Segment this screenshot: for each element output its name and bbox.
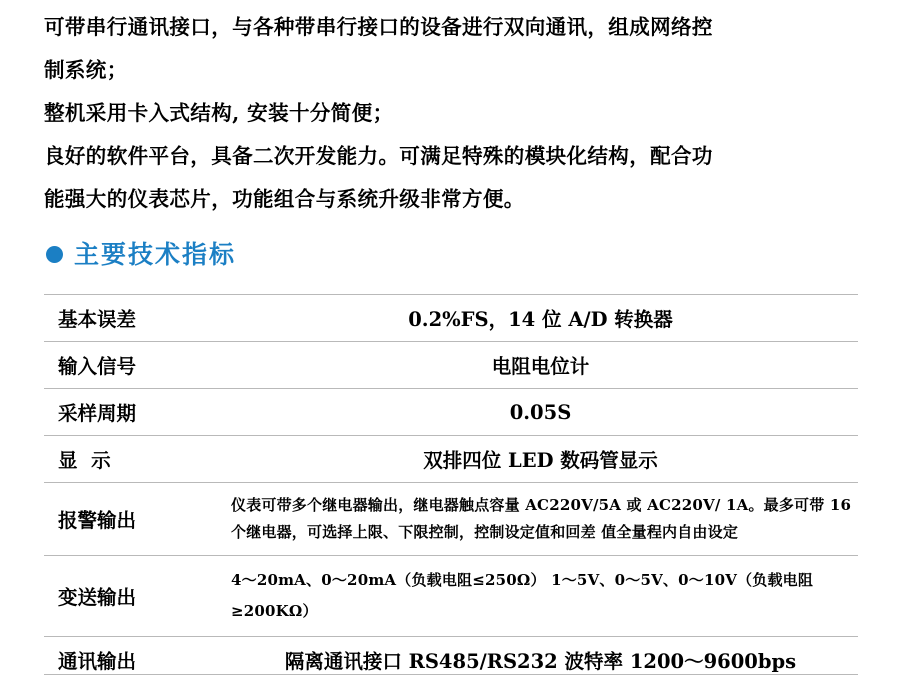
table-row	[44, 389, 858, 436]
spec-value: 4～20mA、0～20mA（负载电阻≤250Ω） 1～5V、0～5V、0～10V（负载电阻≥200KΩ）	[231, 571, 814, 620]
spec-label: 输入信号	[58, 355, 137, 378]
table-row	[44, 436, 858, 483]
spec-value: 隔离通讯接口 RS485/RS232 波特率 1200～9600bps	[284, 650, 797, 673]
spec-value: 0.2%FS，14 位 A/D 转换器	[408, 308, 673, 331]
intro-line-1: 可带串行通讯接口，与各种带串行接口的设备进行双向通讯，组成网络控	[44, 15, 713, 39]
spec-value: 0.05S	[509, 400, 572, 424]
spec-value: 双排四位 LED 数码管显示	[423, 449, 658, 472]
bullet-dot-icon	[46, 246, 63, 263]
intro-line-3: 整机采用卡入式结构, 安装十分简便；	[44, 101, 394, 125]
intro-line-5: 能强大的仪表芯片，功能组合与系统升级非常方便。	[44, 187, 525, 211]
section-title: 主要技术指标	[74, 240, 237, 269]
spec-value: 仪表可带多个继电器输出，继电器触点容量 AC220V/5A 或 AC220V/ 1A。最多可带 16 个继电器，可选择上限、下限控制，控制设定值和回差 值全量程内自由设定	[231, 496, 852, 541]
spec-table-wrapper	[44, 294, 858, 675]
table-row	[44, 483, 858, 556]
spec-label: 采样周期	[58, 402, 137, 425]
intro-paragraphs	[44, 0, 858, 221]
table-row	[44, 342, 858, 389]
intro-line-4: 良好的软件平台，具备二次开发能力。可满足特殊的模块化结构，配合功	[44, 144, 713, 168]
spec-table	[44, 294, 858, 675]
spec-label: 显 示	[58, 449, 111, 472]
spec-label: 变送输出	[58, 586, 137, 609]
table-row	[44, 556, 858, 637]
spec-label: 基本误差	[58, 308, 137, 331]
spec-value: 电阻电位计	[491, 355, 590, 378]
spec-label: 通讯输出	[58, 650, 137, 673]
spec-label: 报警输出	[58, 509, 137, 532]
section-heading	[46, 235, 858, 271]
intro-line-2: 制系统；	[44, 58, 128, 82]
table-row	[44, 295, 858, 342]
